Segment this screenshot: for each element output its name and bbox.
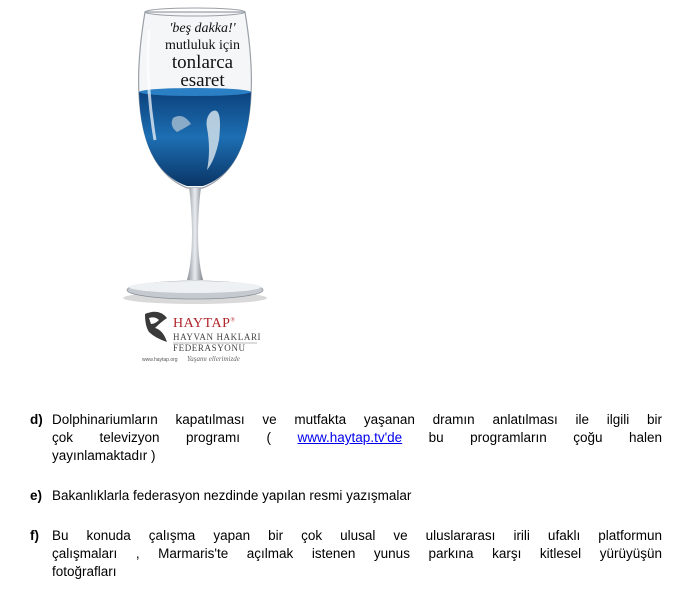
logo-tagline: Yaşamı ellerimizde: [187, 355, 240, 363]
item-d-line-3: yayınlamaktadır ): [52, 448, 156, 463]
list-label-d: d): [30, 412, 43, 427]
item-f-line-2: çalışmaları , Marmaris'te açılmak istenen yunus parkına karşı kitlesel yürüyüşün: [52, 546, 662, 561]
list-label-e: e): [30, 488, 43, 503]
haytap-tv-link[interactable]: www.haytap.tv'de: [297, 430, 403, 445]
item-d-line-1: Dolphinariumların kapatılması ve mutfakta yaşanan dramın anlatılması ile ilgili bir: [52, 412, 662, 427]
campaign-poster: [115, 0, 290, 372]
item-f-line-3: fotoğrafları: [52, 564, 117, 579]
haytap-logo-icon: [145, 312, 167, 342]
poster-headline-line-1: 'beş dakka!': [169, 21, 236, 36]
list-item-f: [30, 527, 662, 581]
list-item-d: [30, 411, 662, 465]
poster-headline-line-3: tonlarca: [171, 52, 234, 73]
logo-name: HAYTAP®: [173, 316, 236, 331]
poster-headline-line-4: esaret: [180, 70, 225, 91]
list-item-e: [30, 487, 662, 505]
logo-url: www.haytap.org: [142, 357, 178, 363]
item-d-line-2: çok televizyon programı ( www.haytap.tv'de bu programların çoğu halen: [52, 430, 662, 445]
logo-line-2: FEDERASYONU: [173, 343, 246, 353]
logo-line-1: HAYVAN HAKLARI: [173, 332, 262, 342]
item-f-line-1: Bu konuda çalışma yapan bir çok ulusal ve uluslararası irili ufaklı platformun: [52, 528, 662, 543]
list-label-f: f): [30, 528, 39, 543]
poster-headline-line-2: mutluluk için: [164, 38, 241, 53]
item-e-text: Bakanlıklarla federasyon nezdinde yapılan resmi yazışmalar: [52, 488, 412, 503]
